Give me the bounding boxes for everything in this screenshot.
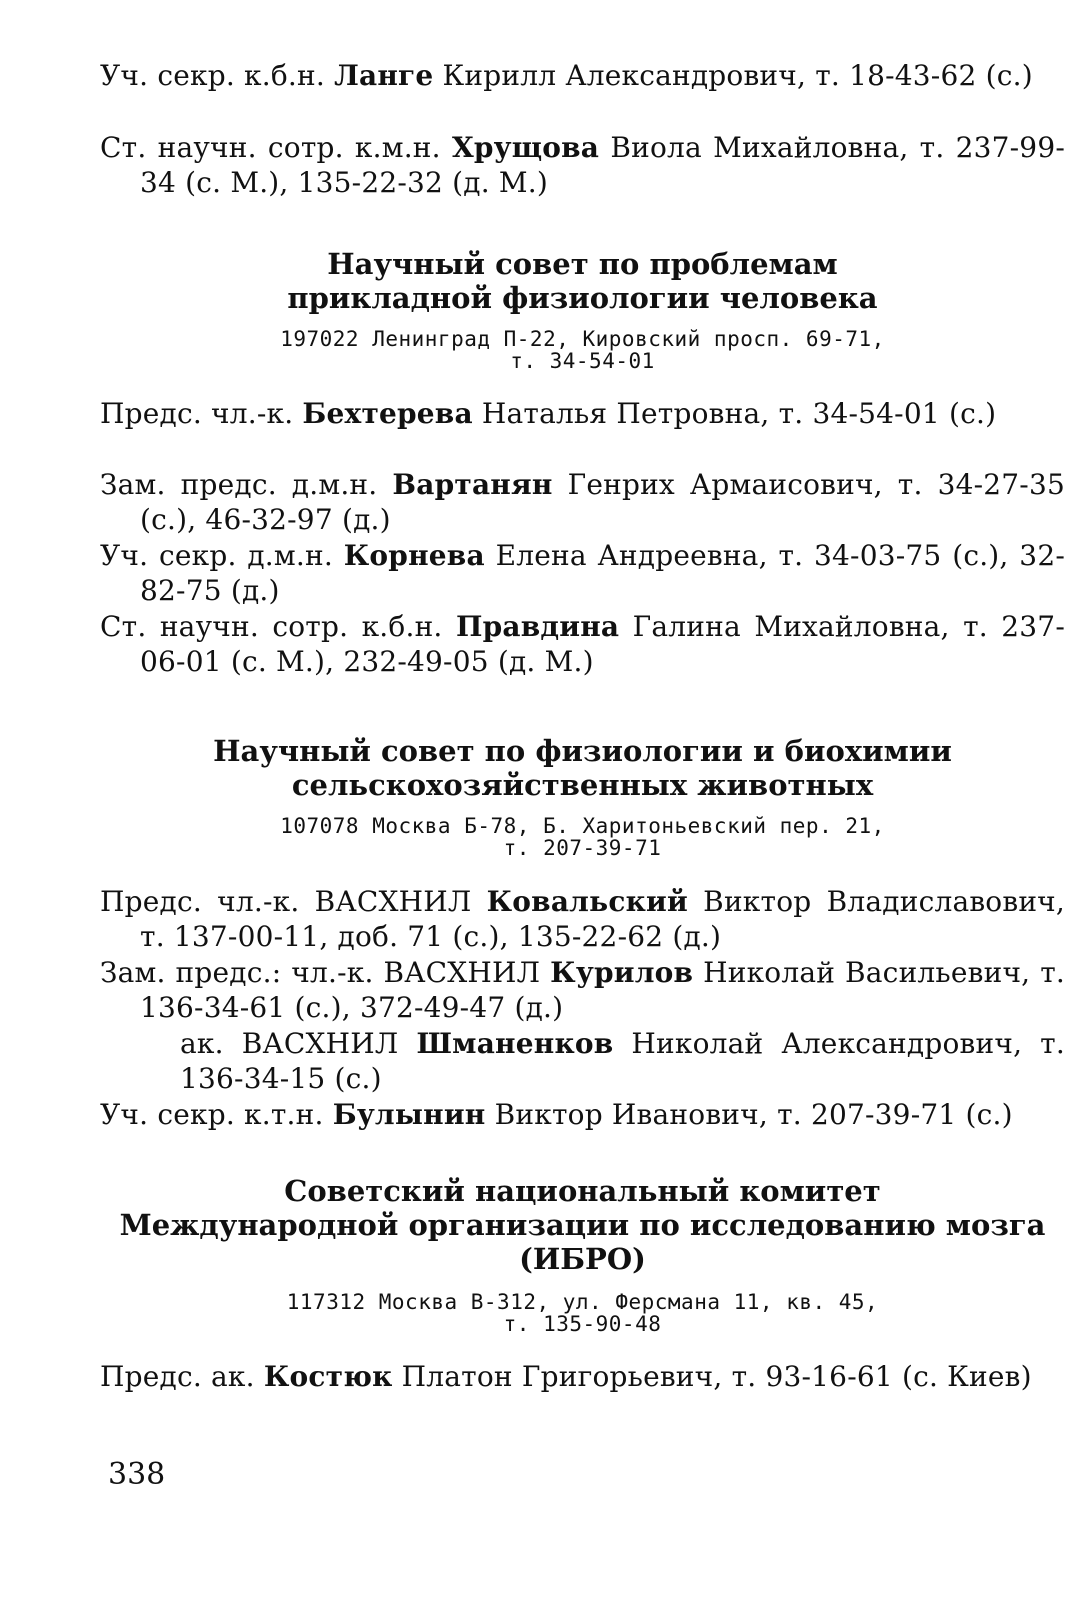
section-title-line: Научный совет по проблемам (327, 247, 838, 281)
staff-entry (100, 538, 1065, 608)
page-number: 338 (108, 1457, 166, 1492)
entry-surname: Вартанян (392, 468, 553, 501)
section-heading (100, 734, 1065, 802)
section-title-line: Международной организации по исследованию мозга (119, 1208, 1046, 1242)
staff-entry (100, 1097, 1065, 1132)
entry-details: Кирилл Александрович, т. 18-43-62 (с.) (442, 59, 1033, 92)
entry-surname: Ланге (334, 59, 434, 92)
entry-surname: Курилов (550, 956, 694, 989)
staff-entry (100, 1026, 1065, 1096)
entry-role: Зам. предс. д.м.н. (100, 468, 378, 501)
section-address (100, 1291, 1065, 1335)
section-heading (100, 247, 1065, 315)
entry-details: Виктор Иванович, т. 207-39-71 (с.) (494, 1098, 1013, 1131)
entry-surname: Хрущова (451, 131, 600, 164)
staff-entry (100, 467, 1065, 537)
staff-entry (100, 884, 1065, 954)
entry-role: Предс. ак. (100, 1360, 255, 1393)
section-title-line: сельскохозяйственных животных (291, 768, 874, 802)
section-heading (100, 1174, 1065, 1276)
section-title-line: Научный совет по физиологии и биохимии (213, 734, 952, 768)
entry-details: Платон Григорьевич, т. 93-16-61 (с. Киев) (401, 1360, 1032, 1393)
address-phone: т. 207-39-71 (503, 836, 662, 860)
entry-details: Наталья Петровна, т. 34-54-01 (с.) (481, 397, 997, 430)
entry-role: Ст. научн. сотр. к.м.н. (100, 131, 441, 164)
section-address (100, 328, 1065, 372)
section-title-line: (ИБРО) (519, 1242, 646, 1276)
staff-entry (100, 396, 1065, 431)
entry-surname: Ковальский (486, 885, 688, 918)
entry-details: Елена Андреевна, т. 34-03-75 (с.), 32-82-75 (д.) (140, 539, 1065, 607)
entry-details: Виктор Владиславович, т. 137-00-11, доб. 71 (с.), 135-22-62 (д.) (140, 885, 1065, 953)
entry-role: Ст. научн. сотр. к.б.н. (100, 610, 443, 643)
entry-surname: Бехтерева (302, 397, 473, 430)
entry-details: Николай Васильевич, т. 136-34-61 (с.), 372-49-47 (д.) (140, 956, 1065, 1024)
entry-role: Зам. предс.: чл.-к. ВАСХНИЛ (100, 956, 541, 989)
section-address (100, 815, 1065, 859)
entry-role: Предс. чл.-к. (100, 397, 294, 430)
address-phone: т. 135-90-48 (503, 1312, 662, 1336)
address-phone: т. 34-54-01 (510, 349, 655, 373)
entry-details: Николай Александрович, т. 136-34-15 (с.) (180, 1027, 1065, 1095)
entry-role: Уч. секр. к.т.н. (100, 1098, 324, 1131)
entry-surname: Правдина (455, 610, 620, 643)
entry-role: Уч. секр. к.б.н. (100, 59, 325, 92)
entry-role: Уч. секр. д.м.н. (100, 539, 333, 572)
entry-details: Виола Михайловна, т. 237-99-34 (с. М.), 135-22-32 (д. М.) (140, 131, 1065, 199)
entry-details: Генрих Армаисович, т. 34-27-35 (с.), 46-32-97 (д.) (140, 468, 1065, 536)
staff-entry (100, 609, 1065, 679)
staff-entry (100, 1359, 1065, 1394)
entry-details: Галина Михайловна, т. 237-06-01 (с. М.), 232-49-05 (д. М.) (140, 610, 1065, 678)
entry-role: Предс. чл.-к. ВАСХНИЛ (100, 885, 472, 918)
staff-subentry (140, 1026, 1065, 1096)
address-line: 107078 Москва Б-78, Б. Харитоньевский пер. 21, (280, 814, 885, 838)
entry-role: ак. ВАСХНИЛ (180, 1027, 399, 1060)
section-title-line: Советский национальный комитет (284, 1174, 881, 1208)
entry-surname: Корнева (343, 539, 485, 572)
entry-surname: Шманенков (416, 1027, 614, 1060)
staff-entry (100, 955, 1065, 1025)
entry-surname: Булынин (332, 1098, 486, 1131)
address-line: 197022 Ленинград П-22, Кировский просп. 69-71, (280, 327, 885, 351)
staff-entry (100, 58, 1065, 93)
section-title-line: прикладной физиологии человека (287, 281, 878, 315)
entry-surname: Костюк (263, 1360, 393, 1393)
address-line: 117312 Москва В-312, ул. Ферсмана 11, кв. 45, (286, 1290, 879, 1314)
staff-entry (100, 130, 1065, 200)
